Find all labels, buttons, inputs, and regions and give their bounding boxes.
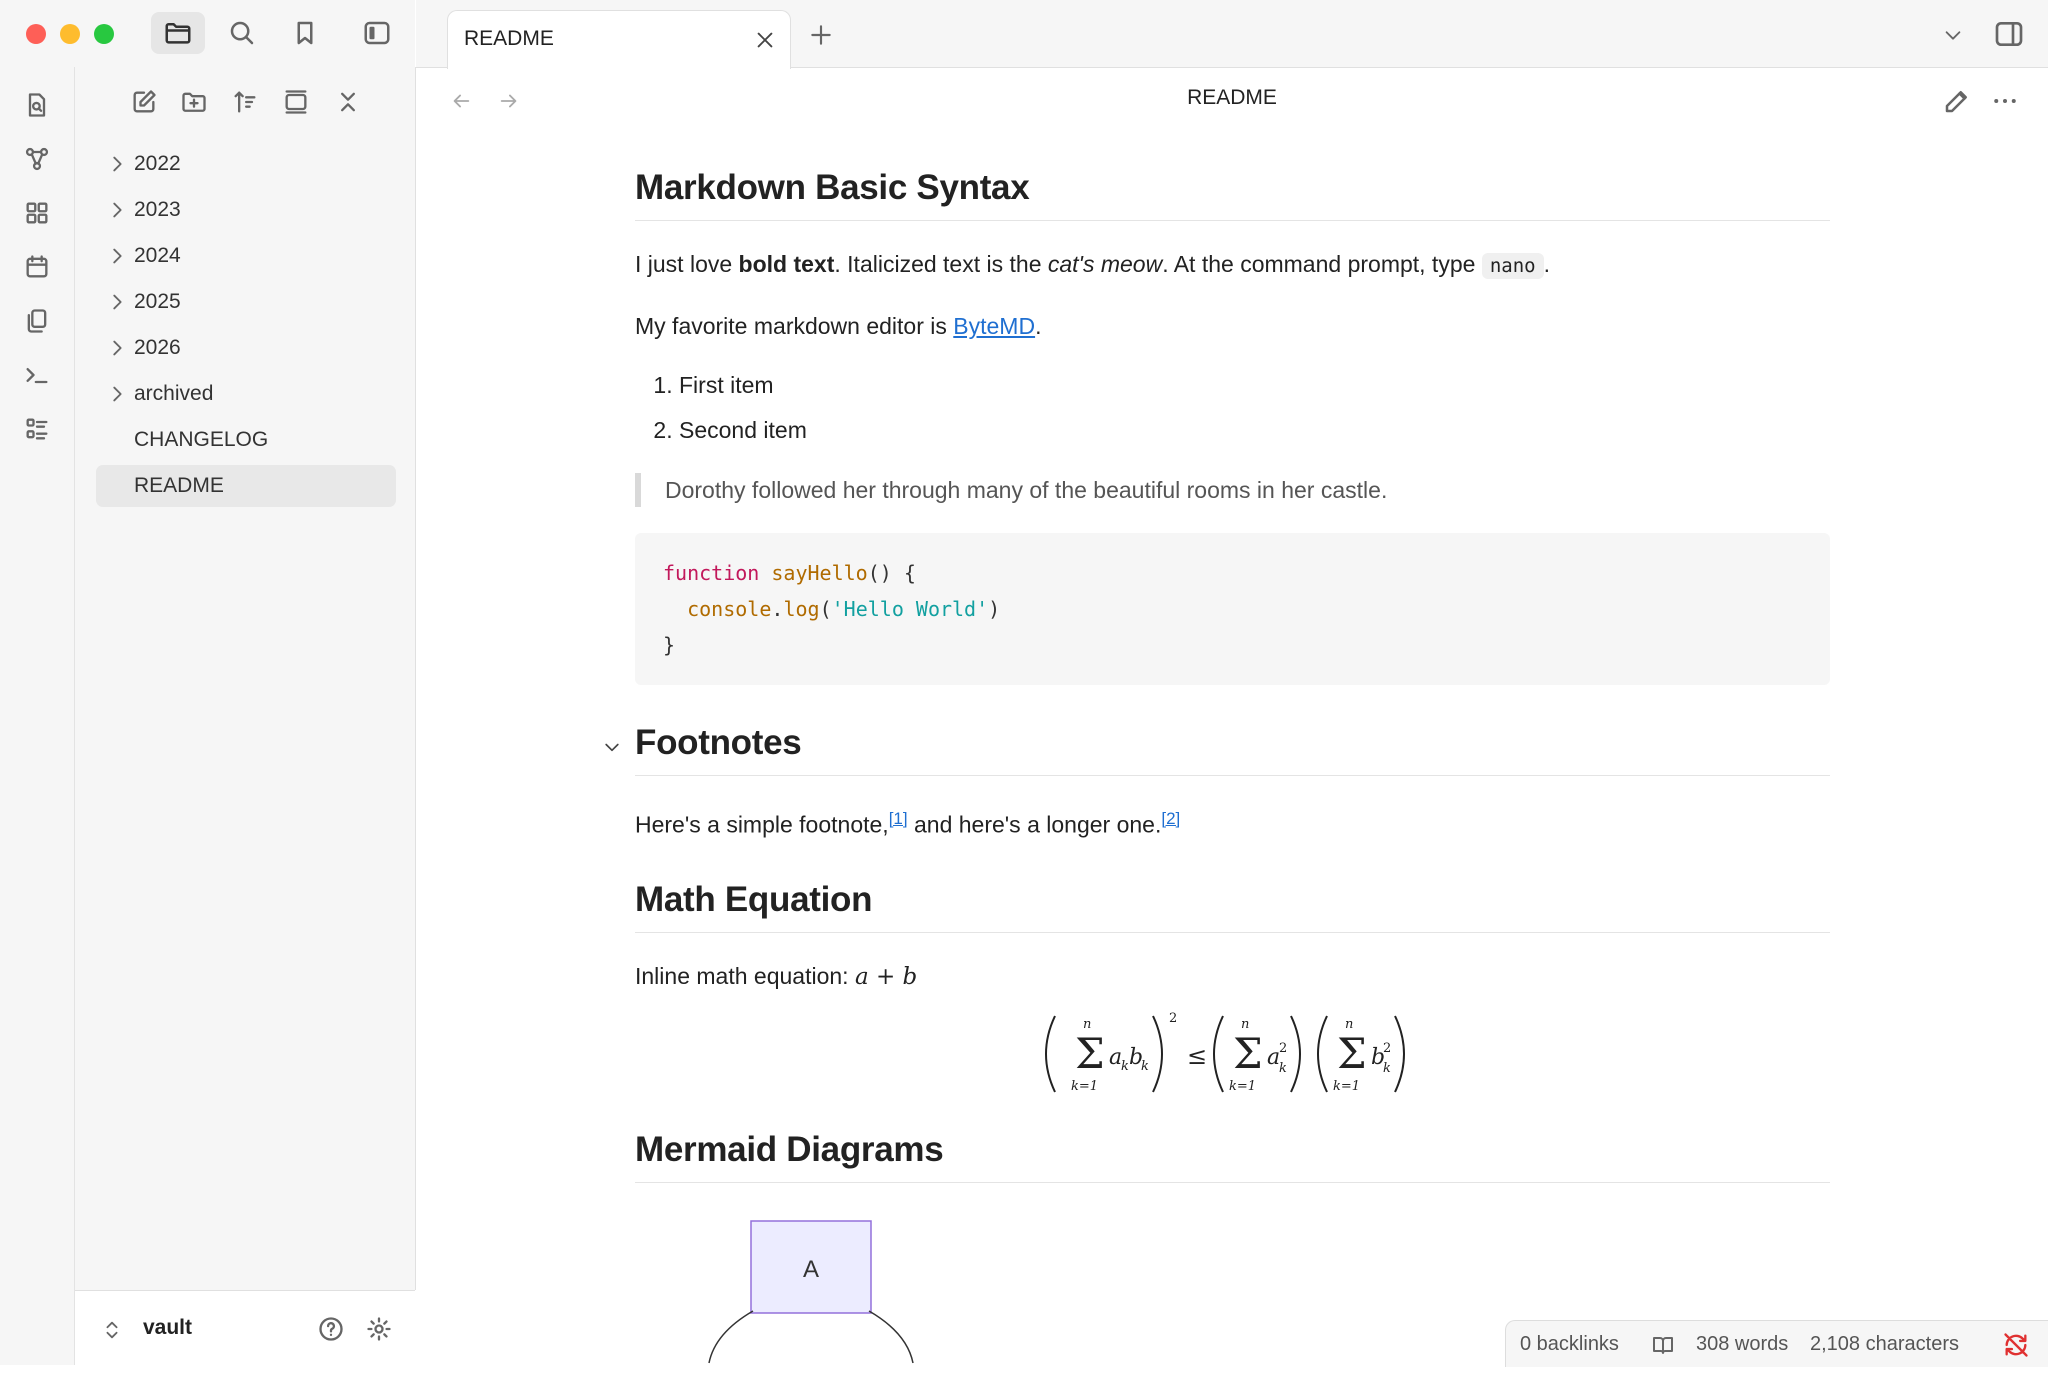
folder-item[interactable] — [96, 143, 396, 185]
list-item: 2. Second item — [679, 408, 1830, 453]
text: . — [1543, 251, 1550, 277]
chevron-right-icon[interactable] — [106, 337, 128, 359]
display-equation — [635, 1006, 1830, 1102]
collapse-icon[interactable] — [282, 88, 310, 116]
tree-item-label: 2022 — [134, 152, 181, 175]
new-folder-icon[interactable] — [180, 88, 208, 116]
math-sub: k — [1121, 1058, 1129, 1074]
sort-icon[interactable] — [231, 88, 259, 116]
chevron-right-icon[interactable] — [106, 199, 128, 221]
chevron-right-icon[interactable] — [106, 245, 128, 267]
more-options-icon[interactable] — [1990, 86, 2020, 116]
tree-item-label: 2023 — [134, 198, 181, 221]
tree-item-label: README — [134, 474, 224, 497]
svg-text:Σ: Σ — [1233, 1028, 1263, 1078]
back-arrow-icon[interactable] — [448, 90, 474, 112]
note-title[interactable]: README — [1187, 86, 1277, 109]
window-toolbar — [0, 0, 415, 68]
new-note-icon[interactable] — [130, 88, 158, 116]
forward-arrow-icon[interactable] — [496, 90, 522, 112]
text: Here's a simple footnote, — [635, 811, 889, 838]
heading-footnotes: Footnotes — [635, 723, 1830, 776]
bytemd-link[interactable]: ByteMD — [953, 313, 1036, 339]
chevron-down-icon[interactable] — [601, 737, 623, 757]
tab-title: README — [464, 27, 554, 50]
sync-error-icon[interactable] — [2002, 1331, 2030, 1359]
paragraph-inline-math — [635, 959, 1830, 994]
text: Inline math equation: — [635, 962, 855, 989]
code-keyword: function — [663, 561, 760, 585]
heading-mermaid-diagrams: Mermaid Diagrams — [635, 1130, 1830, 1183]
file-item[interactable] — [96, 419, 396, 461]
svg-text:Σ: Σ — [1075, 1028, 1105, 1078]
gear-icon[interactable] — [365, 1315, 393, 1343]
tree-item-label: archived — [134, 382, 214, 405]
folder-item[interactable] — [96, 327, 396, 369]
footnote-ref-2[interactable]: [2] — [1161, 809, 1181, 828]
close-window-button[interactable] — [26, 24, 46, 44]
heading-math-equation: Math Equation — [635, 880, 1830, 933]
tab-readme[interactable] — [447, 10, 791, 69]
ordered-list — [635, 363, 1830, 453]
mermaid-svg — [635, 1183, 1035, 1383]
sum-upper: n — [1241, 1016, 1250, 1032]
code-block[interactable] — [635, 533, 1830, 685]
bookmark-icon — [290, 18, 320, 48]
code-punct: () { — [867, 561, 916, 585]
code-method: log — [783, 597, 820, 621]
bold-text: bold text — [738, 251, 835, 277]
outline-icon[interactable] — [23, 415, 51, 443]
text: I just love — [635, 251, 739, 277]
code-punct: ( — [819, 597, 832, 621]
folder-item[interactable] — [96, 373, 396, 415]
text: and here's a longer one. — [907, 811, 1162, 838]
inline-math: a + b — [854, 963, 918, 990]
text: . Italicized text is the — [834, 251, 1048, 277]
mermaid-edge — [709, 1311, 753, 1363]
chevron-right-icon[interactable] — [106, 291, 128, 313]
paragraph-basic — [635, 247, 1830, 283]
math-sub: k — [1141, 1058, 1149, 1074]
paragraph-footnotes — [635, 802, 1830, 842]
mermaid-edge — [869, 1311, 913, 1363]
command-palette-icon[interactable] — [23, 361, 51, 389]
svg-text:Σ: Σ — [1337, 1028, 1367, 1078]
code-string: 'Hello World' — [831, 597, 989, 621]
sum-upper: n — [1345, 1016, 1354, 1032]
paragraph-editor — [635, 309, 1830, 343]
heading-markdown-basic-syntax: Markdown Basic Syntax — [635, 168, 1830, 221]
code-punct: . — [771, 597, 784, 621]
status-bar — [1505, 1320, 2048, 1367]
tree-item-label: 2025 — [134, 290, 181, 313]
close-icon[interactable] — [754, 29, 776, 51]
display-math — [635, 1006, 1830, 1102]
note-content — [635, 150, 1830, 1383]
math-relation: ≤ — [1187, 1041, 1208, 1070]
inline-code: nano — [1482, 253, 1544, 279]
word-count: 308 words — [1696, 1333, 1789, 1355]
canvas-icon[interactable] — [23, 199, 51, 227]
list-item: 1. First item — [679, 363, 1830, 408]
search-icon — [227, 18, 257, 48]
code-function: sayHello — [771, 561, 868, 585]
mermaid-node-label: A — [802, 1255, 820, 1283]
sidebar-toggle-icon — [361, 18, 393, 48]
folder-icon — [163, 18, 193, 48]
math-b: b — [1371, 1044, 1386, 1070]
search-tab-button[interactable] — [215, 12, 269, 54]
ribbon — [0, 67, 75, 1365]
math-sub: k — [1279, 1060, 1287, 1076]
text: . — [1035, 313, 1042, 339]
folder-item[interactable] — [96, 281, 396, 323]
math-sub: k — [1383, 1060, 1391, 1076]
italic-text: cat's meow — [1047, 251, 1163, 277]
math-a: a — [1109, 1044, 1123, 1070]
math-sup: 2 — [1279, 1040, 1288, 1056]
daily-note-icon[interactable] — [23, 253, 51, 281]
chevron-right-icon[interactable] — [106, 153, 128, 175]
tree-item-label: 2026 — [134, 336, 181, 359]
vault-name[interactable]: vault — [143, 1316, 193, 1339]
footnotes-section — [635, 723, 1830, 776]
tree-item-label: CHANGELOG — [134, 428, 269, 451]
collapse-all-icon[interactable] — [334, 88, 362, 116]
file-item[interactable] — [96, 465, 396, 507]
bookmarks-tab-button[interactable] — [278, 12, 332, 54]
chevron-right-icon[interactable] — [106, 383, 128, 405]
math-power: 2 — [1169, 1010, 1178, 1026]
text: . At the command prompt, type — [1162, 251, 1482, 277]
help-icon[interactable] — [317, 1315, 345, 1343]
sum-lower: k=1 — [1333, 1078, 1361, 1094]
new-tab-icon[interactable] — [808, 22, 834, 48]
reading-mode-icon[interactable] — [1650, 1333, 1676, 1357]
code-object: console — [687, 597, 772, 621]
text: My favorite markdown editor is — [635, 313, 954, 339]
toggle-sidebar-button[interactable] — [350, 12, 404, 54]
blockquote: Dorothy followed her through many of the beautiful rooms in her castle. — [635, 473, 1830, 507]
character-count: 2,108 characters — [1810, 1333, 1959, 1355]
sum-lower: k=1 — [1229, 1078, 1257, 1094]
code-punct: ) — [988, 597, 1001, 621]
sum-upper: n — [1083, 1016, 1092, 1032]
math-b: b — [1129, 1044, 1144, 1070]
math-sup: 2 — [1383, 1040, 1392, 1056]
chevron-down-icon[interactable] — [1940, 24, 1966, 46]
tree-item-label: 2024 — [134, 244, 181, 267]
graph-view-icon[interactable] — [23, 145, 51, 173]
folder-item[interactable] — [96, 235, 396, 277]
math-a: a — [1267, 1044, 1281, 1070]
code-punct: } — [663, 633, 676, 657]
files-tab-button[interactable] — [151, 12, 205, 54]
templates-icon[interactable] — [23, 307, 51, 335]
zoom-window-button[interactable] — [94, 24, 114, 44]
sum-lower: k=1 — [1071, 1078, 1099, 1094]
vault-switcher-icon[interactable] — [101, 1317, 123, 1343]
backlinks-count[interactable]: 0 backlinks — [1520, 1333, 1619, 1355]
minimize-window-button[interactable] — [60, 24, 80, 44]
right-sidebar-toggle-icon[interactable] — [1992, 18, 2026, 50]
quick-switcher-icon[interactable] — [23, 91, 51, 119]
folder-item[interactable] — [96, 189, 396, 231]
edit-icon[interactable] — [1942, 86, 1972, 116]
vault-footer — [75, 1290, 415, 1366]
footnote-ref-1[interactable]: [1] — [888, 809, 908, 828]
